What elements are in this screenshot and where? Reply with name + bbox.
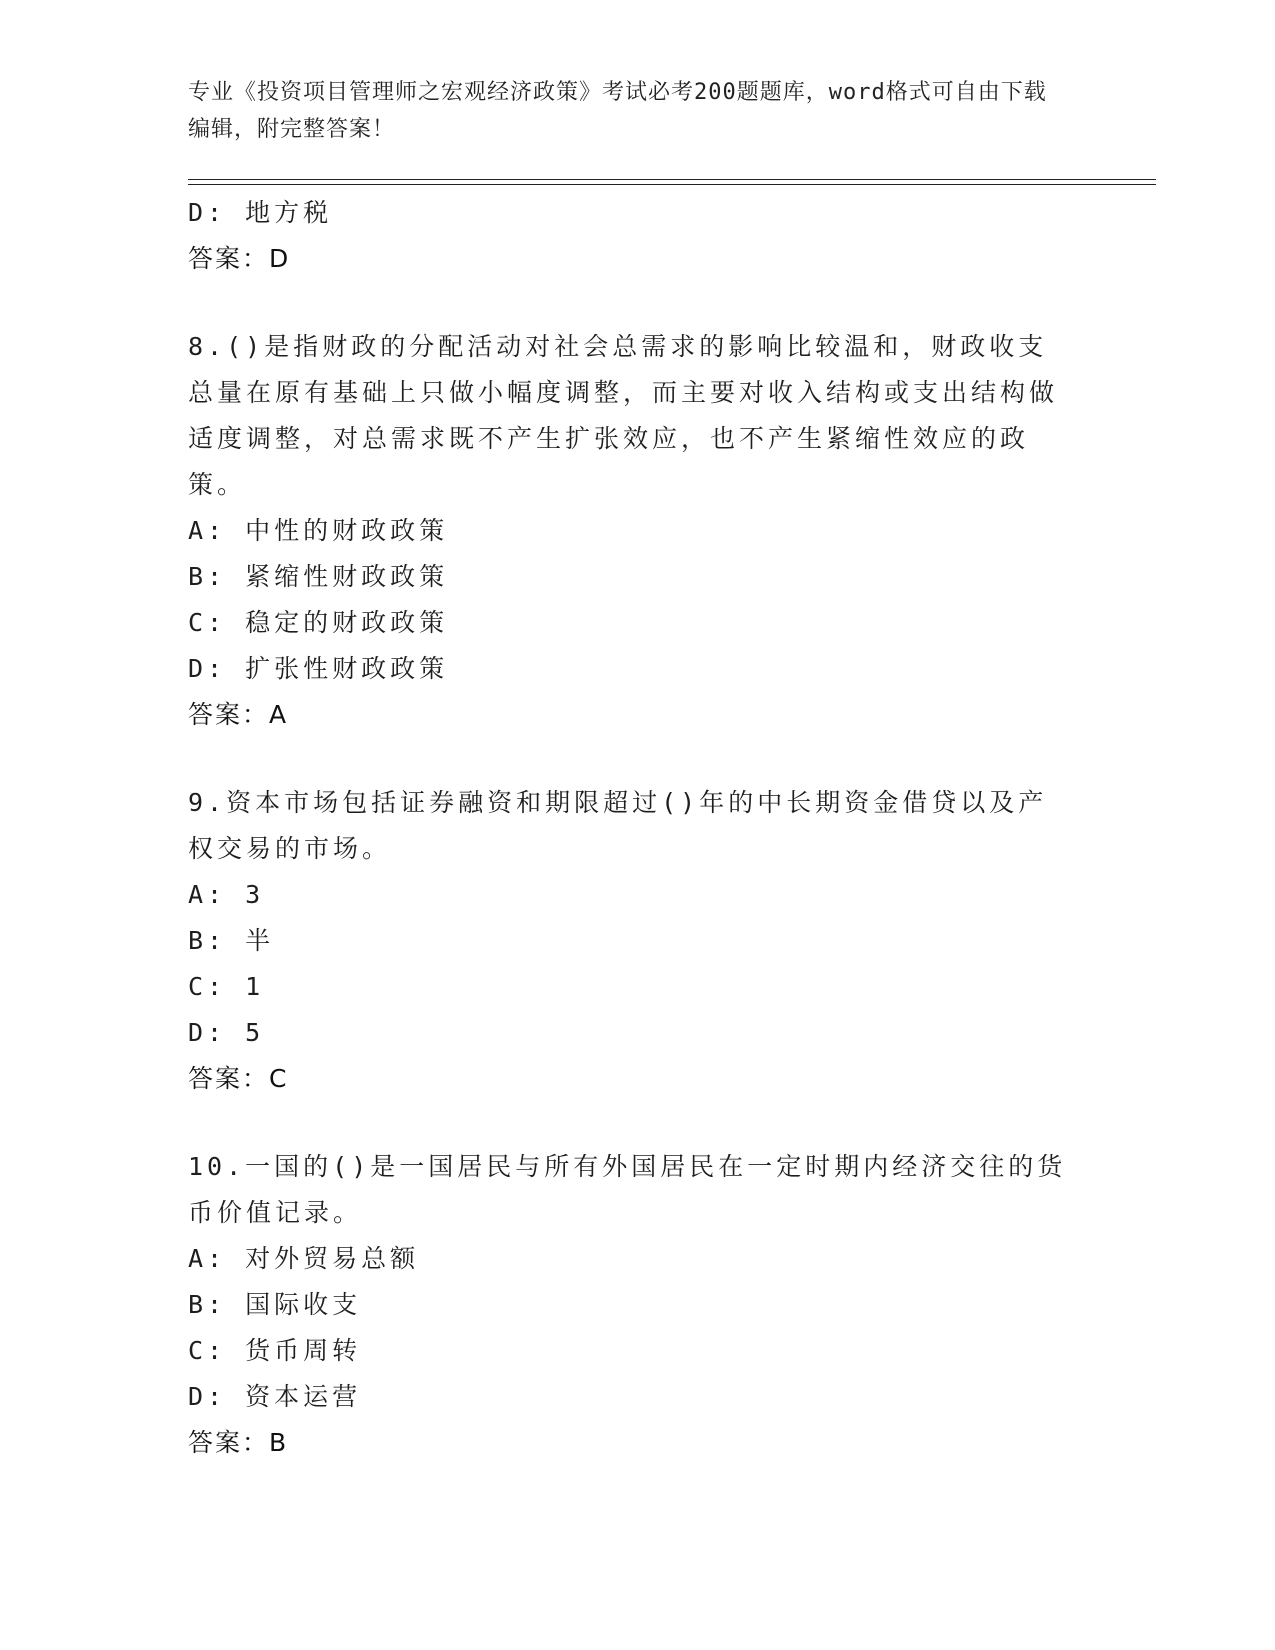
option-c: C: 1: [188, 972, 265, 1001]
page-header: 专业《投资项目管理师之宏观经济政策》考试必考200题题库，word格式可自由下载编辑，附完整答案！: [188, 80, 1047, 142]
question-stem: 10.一国的()是一国居民与所有外国居民在一定时期内经济交往的货币价值记录。: [188, 1152, 1067, 1227]
header-divider: [188, 179, 1156, 185]
question-stem: 9.资本市场包括证券融资和期限超过()年的中长期资金借贷以及产权交易的市场。: [188, 788, 1048, 863]
option-c: C: 稳定的财政政策: [188, 608, 449, 637]
question-block-8: [188, 324, 1148, 738]
option-b: B: 国际收支: [188, 1290, 362, 1319]
option-d: D: 5: [188, 1018, 265, 1047]
option-b: B: 半: [188, 926, 275, 955]
answer-line: 答案：C: [188, 1064, 289, 1093]
question-block-9: [188, 780, 1148, 1102]
option-b: B: 紧缩性财政政策: [188, 562, 449, 591]
answer-line: 答案：A: [188, 700, 289, 729]
option-d: D: 扩张性财政政策: [188, 654, 449, 683]
option-a: A: 中性的财政政策: [188, 516, 449, 545]
question-list: [188, 190, 1148, 1466]
option-a: A: 对外贸易总额: [188, 1244, 420, 1273]
option-d: D: 资本运营: [188, 1382, 362, 1411]
question-block-10: [188, 1144, 1148, 1466]
option-d: D: 地方税: [188, 198, 333, 227]
option-c: C: 货币周转: [188, 1336, 362, 1365]
question-stem: 8.()是指财政的分配活动对社会总需求的影响比较温和，财政收支总量在原有基础上只做小幅度调整，而主要对收入结构或支出结构做适度调整，对总需求既不产生扩张效应，也不产生紧缩性效应的政策。: [188, 332, 1059, 499]
answer-line: 答案：D: [188, 244, 291, 273]
answer-line: 答案：B: [188, 1428, 289, 1457]
option-a: A: 3: [188, 880, 265, 909]
